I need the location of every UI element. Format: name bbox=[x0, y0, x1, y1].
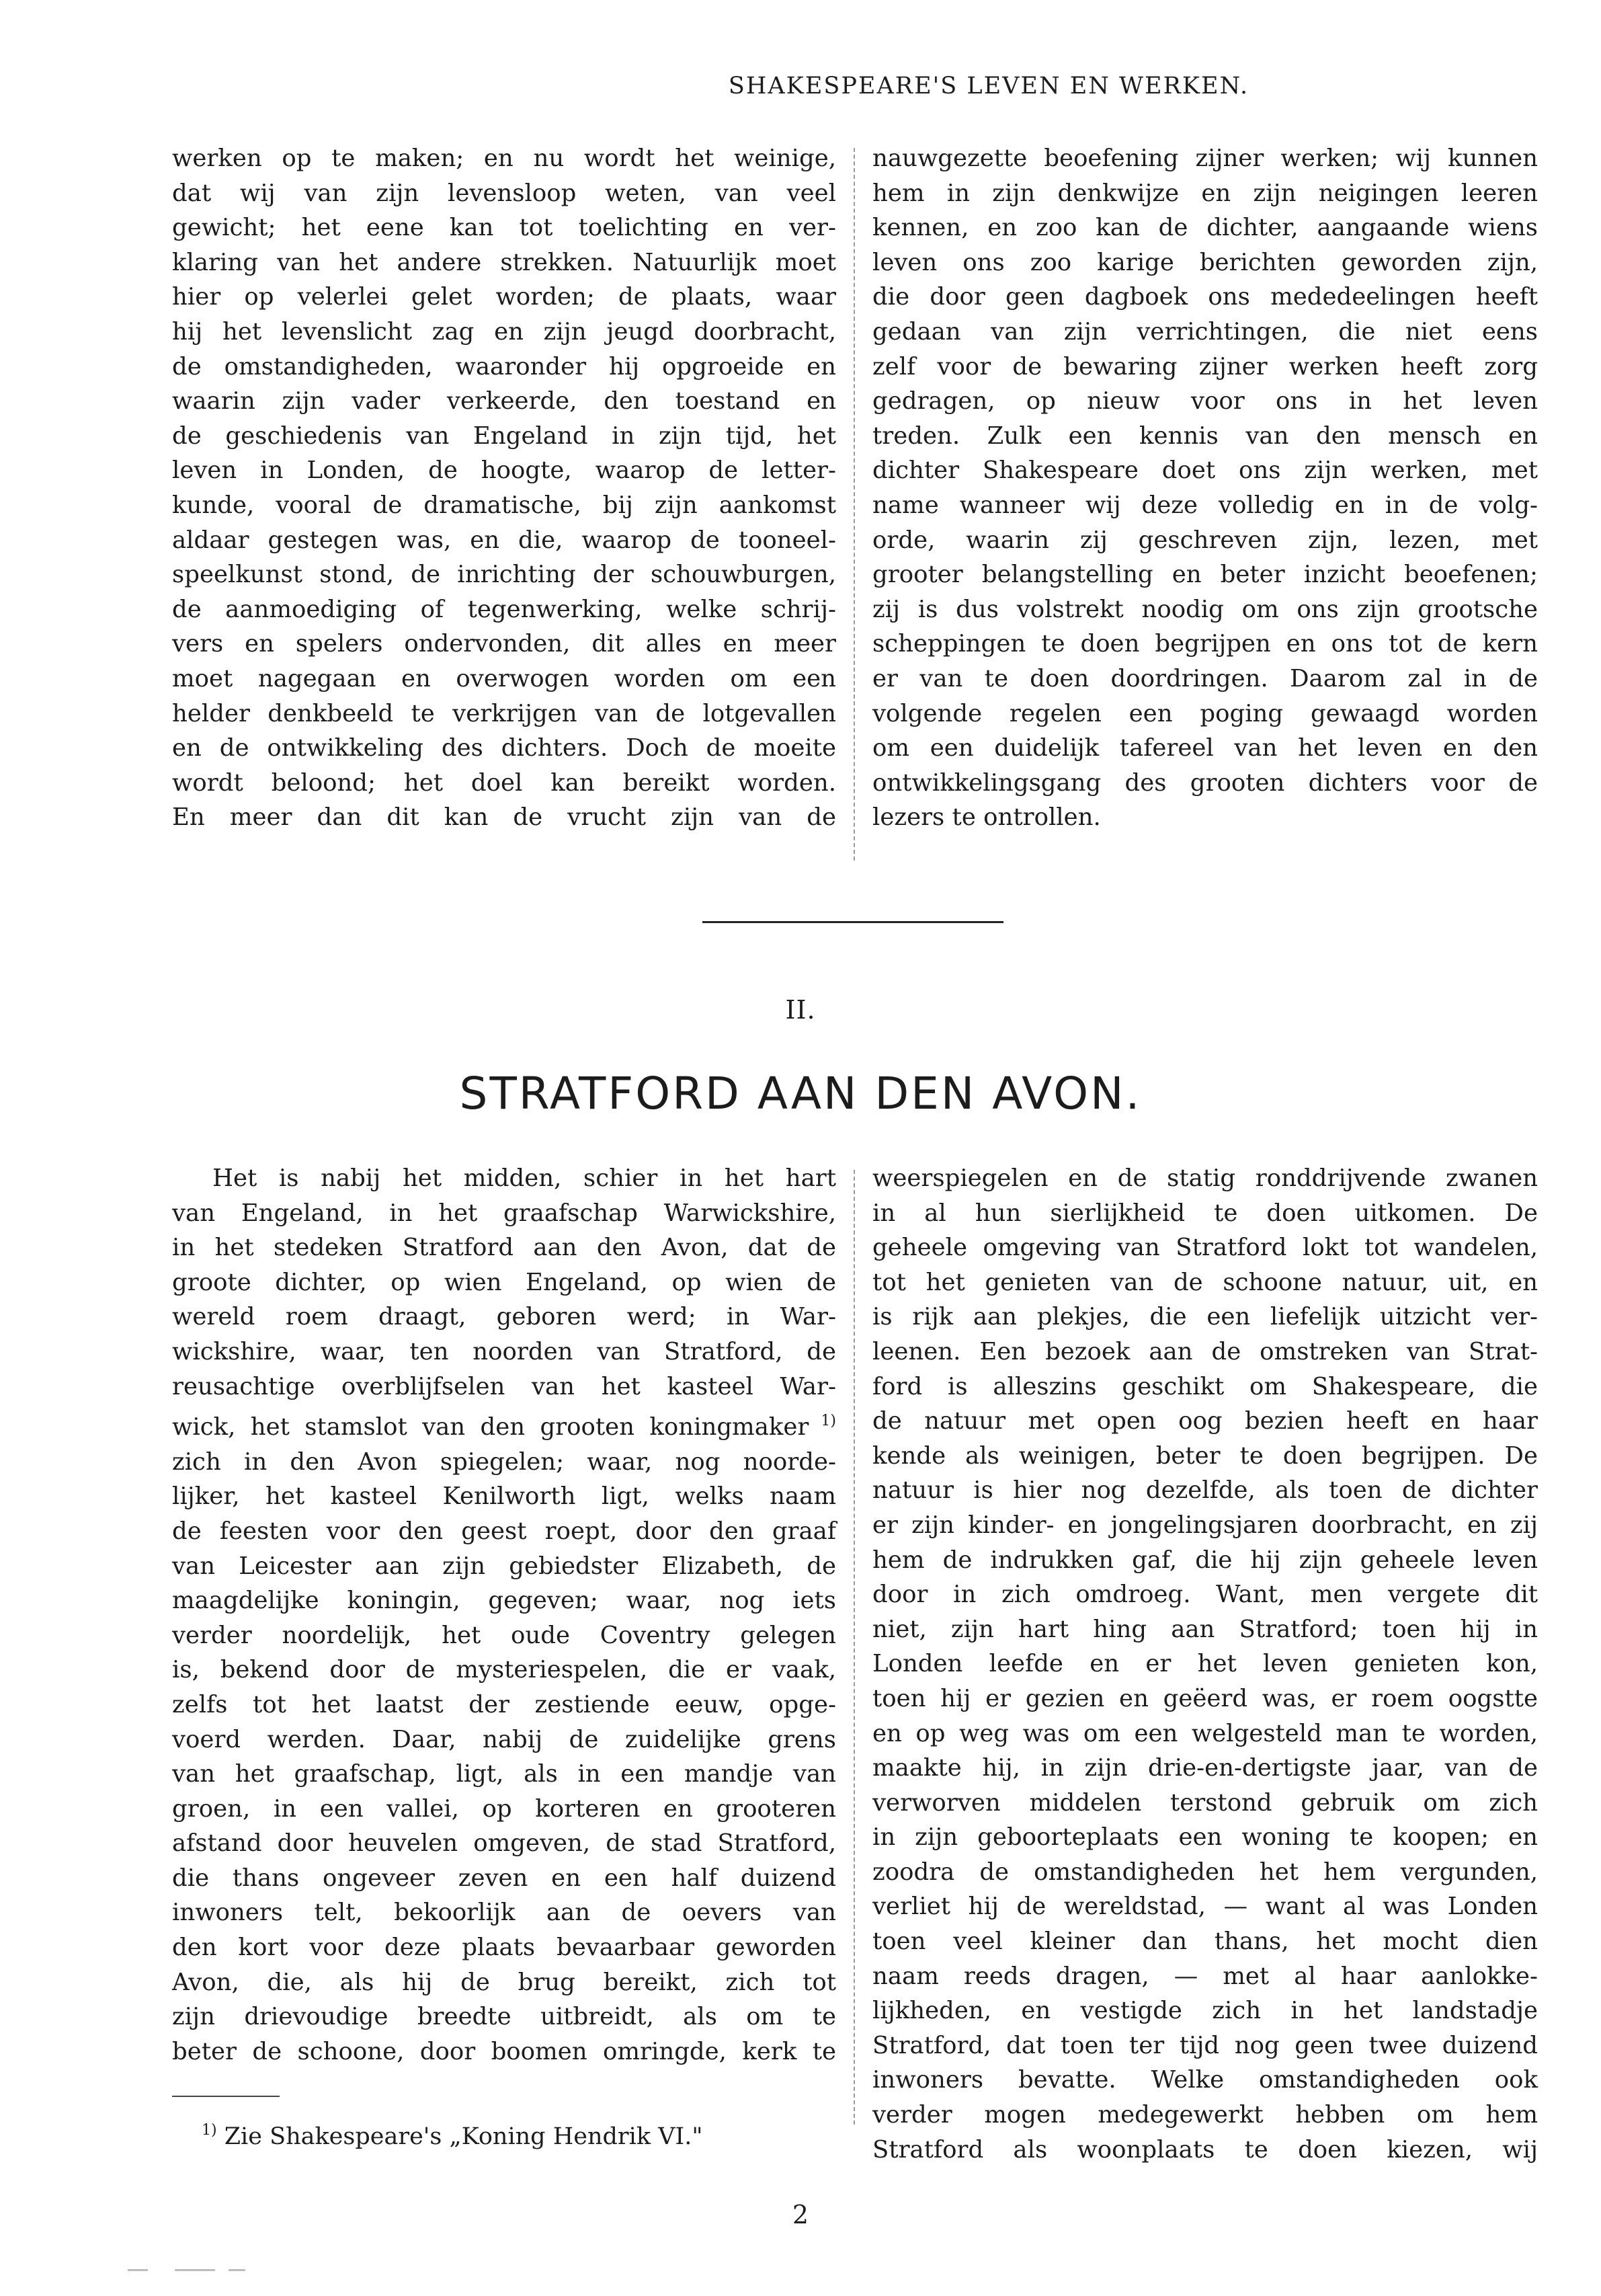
text-line: zijn drievoudige breedte uitbreidt, als om te bbox=[172, 2003, 836, 2031]
bottom-right-column bbox=[872, 1161, 1538, 2167]
text-line: zelfs tot het laatst der zestiende eeuw, opge- bbox=[172, 1690, 836, 1718]
text-line: voerd werden. Daar, nabij de zuidelijke grens bbox=[172, 1725, 836, 1753]
text-line: Avon, die, als hij de brug bereikt, zich tot bbox=[172, 1968, 836, 1996]
section-title: STRATFORD AAN DEN AVON. bbox=[459, 1068, 1142, 1119]
text-line: treden. Zulk een kennis van den mensch en bbox=[872, 422, 1538, 450]
text-line: Stratford, dat toen ter tijd nog geen twee duizend bbox=[872, 2031, 1538, 2059]
text-line: orde, waarin zij geschreven zijn, lezen, met bbox=[872, 526, 1538, 554]
text-line: wick, het stamslot van den grooten koningmaker $^{1)}$ bbox=[172, 1413, 836, 1441]
text-line: groote dichter, op wien Engeland, op wien de bbox=[172, 1268, 836, 1296]
footnote-reference: 1) bbox=[809, 1413, 836, 1430]
text-line: inwoners bevatte. Welke omstandigheden ook bbox=[872, 2066, 1538, 2094]
text-line: gedragen, op nieuw voor ons in het leven bbox=[872, 387, 1538, 415]
text-line: van Engeland, in het graafschap Warwickshire, bbox=[172, 1199, 836, 1227]
text-line: speelkunst stond, de inrichting der schouwburgen, bbox=[172, 561, 836, 589]
running-head: SHAKESPEARE'S LEVEN EN WERKEN. bbox=[728, 73, 1249, 100]
text-line: wickshire, waar, ten noorden van Stratford, de bbox=[172, 1337, 836, 1365]
section-number: II. bbox=[785, 995, 816, 1025]
text-line: zich in den Avon spiegelen; waar, nog noorde- bbox=[172, 1448, 836, 1476]
text-line: zelf voor de bewaring zijner werken heeft zorg bbox=[872, 352, 1538, 381]
text-line: er zijn kinder- en jongelingsjaren doorbracht, en zij bbox=[872, 1511, 1538, 1539]
text-line: inwoners telt, bekoorlijk aan de oevers van bbox=[172, 1899, 836, 1927]
text-line: moet nagegaan en overwogen worden om een bbox=[172, 664, 836, 692]
text-line: maakte hij, in zijn drie-en-dertigste jaar, van de bbox=[872, 1754, 1538, 1782]
text-line: kunde, vooral de dramatische, bij zijn aankomst bbox=[172, 491, 836, 519]
text-line: wereld roem draagt, geboren werd; in War- bbox=[172, 1303, 836, 1331]
text-line: nauwgezette beoefening zijner werken; wij kunnen bbox=[872, 145, 1538, 172]
text-line: leenen. Een bezoek aan de omstreken van Strat- bbox=[872, 1337, 1538, 1365]
text-line: de aanmoediging of tegenwerking, welke schrij- bbox=[172, 595, 836, 623]
text-line: ford is alleszins geschikt om Shakespeare, die bbox=[872, 1372, 1538, 1400]
text-line: door in zich omdroeg. Want, men vergete dit bbox=[872, 1581, 1538, 1609]
text-line: dichter Shakespeare doet ons zijn werken, met bbox=[872, 457, 1538, 485]
section-rule bbox=[702, 921, 1003, 923]
text-line: maagdelijke koningin, gegeven; waar, nog iets bbox=[172, 1587, 836, 1615]
text-line: en de ontwikkeling des dichters. Doch de moeite bbox=[172, 734, 836, 762]
text-line: is rijk aan plekjes, die een liefelijk uitzicht ver- bbox=[872, 1303, 1538, 1331]
text-line: volgende regelen een poging gewaagd worden bbox=[872, 699, 1538, 727]
text-line: afstand door heuvelen omgeven, de stad Stratford, bbox=[172, 1829, 836, 1858]
text-line: den kort voor deze plaats bevaarbaar geworden bbox=[172, 1934, 836, 1962]
top-right-column bbox=[872, 141, 1538, 835]
page-number: 2 bbox=[792, 2200, 809, 2229]
text-line: Het is nabij het midden, schier in het hart bbox=[212, 1164, 836, 1192]
text-line: lezers te ontrollen. bbox=[872, 803, 1101, 832]
text-line: En meer dan dit kan de vrucht zijn van de bbox=[172, 803, 836, 832]
text-line: de feesten voor den geest roept, door den graaf bbox=[172, 1517, 836, 1545]
text-line: hem de indrukken gaf, die hij zijn geheele leven bbox=[872, 1546, 1538, 1574]
text-line: verder mogen medegewerkt hebben om hem bbox=[872, 2101, 1538, 2129]
column-divider bbox=[854, 1170, 855, 2125]
text-line: beter de schoone, door boomen omringde, kerk te bbox=[172, 2037, 836, 2065]
text-line: werken op te maken; en nu wordt het weinige, bbox=[172, 145, 836, 172]
text-line: name wanneer wij deze volledig en in de volg- bbox=[872, 491, 1538, 519]
footnote-rule bbox=[172, 2096, 280, 2097]
text-line: leven in Londen, de hoogte, waarop de letter- bbox=[172, 457, 836, 485]
text-line: vers en spelers ondervonden, dit alles en meer bbox=[172, 630, 836, 658]
text-line: verder noordelijk, het oude Coventry gelegen bbox=[172, 1621, 836, 1649]
text-line: hem in zijn denkwijze en zijn neigingen leeren bbox=[872, 179, 1538, 207]
column-divider bbox=[854, 148, 855, 861]
text-line: hij het levenslicht zag en zijn jeugd doorbracht, bbox=[172, 317, 836, 346]
scan-mark bbox=[175, 2269, 215, 2271]
text-line: in het stedeken Stratford aan den Avon, dat de bbox=[172, 1234, 836, 1262]
text-line: gewicht; het eene kan tot toelichting en ver- bbox=[172, 214, 836, 242]
bottom-left-column bbox=[172, 1161, 836, 2069]
text-line: klaring van het andere strekken. Natuurlijk moet bbox=[172, 248, 836, 276]
text-line: zoodra de omstandigheden het hem vergunden, bbox=[872, 1858, 1538, 1886]
text-line: scheppingen te doen begrijpen en ons tot de kern bbox=[872, 630, 1538, 658]
text-line: van Leicester aan zijn gebiedster Elizabeth, de bbox=[172, 1552, 836, 1580]
text-line: verliet hij de wereldstad, — want al was Londen bbox=[872, 1893, 1538, 1921]
top-left-column bbox=[172, 141, 836, 835]
text-line: lijker, het kasteel Kenilworth ligt, welks naam bbox=[172, 1482, 836, 1511]
text-line: Londen leefde en er het leven genieten kon, bbox=[872, 1650, 1538, 1678]
text-line: er van te doen doordringen. Daarom zal in de bbox=[872, 664, 1538, 692]
text-line: hier op velerlei gelet worden; de plaats, waar bbox=[172, 283, 836, 311]
text-line: niet, zijn hart hing aan Stratford; toen hij in bbox=[872, 1615, 1538, 1643]
text-line: ontwikkelingsgang des grooten dichters voor de bbox=[872, 768, 1538, 797]
text-line: tot het genieten van de schoone natuur, uit, en bbox=[872, 1268, 1538, 1296]
text-line: leven ons zoo karige berichten geworden zijn, bbox=[872, 248, 1538, 276]
text-line: van het graafschap, ligt, als in een mandje van bbox=[172, 1760, 836, 1788]
footnote-text: Zie Shakespeare's „Koning Hendrik VI." bbox=[224, 2123, 703, 2150]
text-line: kende als weinigen, beter te doen begrijpen. De bbox=[872, 1441, 1538, 1470]
text-line: groen, in een vallei, op korteren en grooteren bbox=[172, 1794, 836, 1823]
text-line: weerspiegelen en de statig ronddrijvende zwanen bbox=[872, 1164, 1538, 1192]
scan-mark bbox=[229, 2269, 245, 2271]
text-line: aldaar gestegen was, en die, waarop de tooneel- bbox=[172, 526, 836, 554]
text-line: gedaan van zijn verrichtingen, die niet eens bbox=[872, 317, 1538, 346]
scan-mark bbox=[128, 2269, 148, 2271]
text-line: in zijn geboorteplaats een woning te koopen; en bbox=[872, 1823, 1538, 1852]
text-line: toen veel kleiner dan thans, het mocht dien bbox=[872, 1928, 1538, 1956]
text-line: grooter belangstelling en beter inzicht beoefenen; bbox=[872, 561, 1538, 589]
text-line: de geschiedenis van Engeland in zijn tijd, het bbox=[172, 422, 836, 450]
text-line: in al hun sierlijkheid te doen uitkomen. De bbox=[872, 1199, 1538, 1227]
text-line: wordt beloond; het doel kan bereikt worden. bbox=[172, 768, 836, 797]
text-line: de omstandigheden, waaronder hij opgroeide en bbox=[172, 352, 836, 381]
text-line: helder denkbeeld te verkrijgen van de lotgevallen bbox=[172, 699, 836, 727]
text-line: waarin zijn vader verkeerde, den toestand en bbox=[172, 387, 836, 415]
text-line: kennen, en zoo kan de dichter, aangaande wiens bbox=[872, 214, 1538, 242]
text-line: die door geen dagboek ons mededeelingen heeft bbox=[872, 283, 1538, 311]
text-line: die thans ongeveer zeven en een half duizend bbox=[172, 1864, 836, 1892]
text-line: is, bekend door de mysteriespelen, die er vaak, bbox=[172, 1656, 836, 1684]
text-line: Stratford als woonplaats te doen kiezen, wij bbox=[872, 2135, 1538, 2164]
text-line: de natuur met open oog bezien heeft en haar bbox=[872, 1407, 1538, 1435]
footnote-marker: 1) bbox=[202, 2122, 217, 2139]
text-line: naam reeds dragen, — met al haar aanlokke- bbox=[872, 1962, 1538, 1990]
text-line: om een duidelijk tafereel van het leven en den bbox=[872, 734, 1538, 762]
text-line: geheele omgeving van Stratford lokt tot wandelen, bbox=[872, 1234, 1538, 1262]
text-line: lijkheden, en vestigde zich in het landstadje bbox=[872, 1997, 1538, 2025]
text-line: natuur is hier nog dezelfde, als toen de dichter bbox=[872, 1476, 1538, 1505]
text-line: verworven middelen terstond gebruik om zich bbox=[872, 1788, 1538, 1817]
text-line: zij is dus volstrekt noodig om ons zijn grootsche bbox=[872, 595, 1538, 623]
text-line: en op weg was om een welgesteld man te worden, bbox=[872, 1719, 1538, 1747]
text-line: dat wij van zijn levensloop weten, van veel bbox=[172, 179, 836, 207]
text-line: toen hij er gezien en geëerd was, er roem oogstte bbox=[872, 1684, 1538, 1712]
footnote bbox=[202, 2122, 702, 2150]
text-line: reusachtige overblijfselen van het kasteel War- bbox=[172, 1372, 836, 1400]
